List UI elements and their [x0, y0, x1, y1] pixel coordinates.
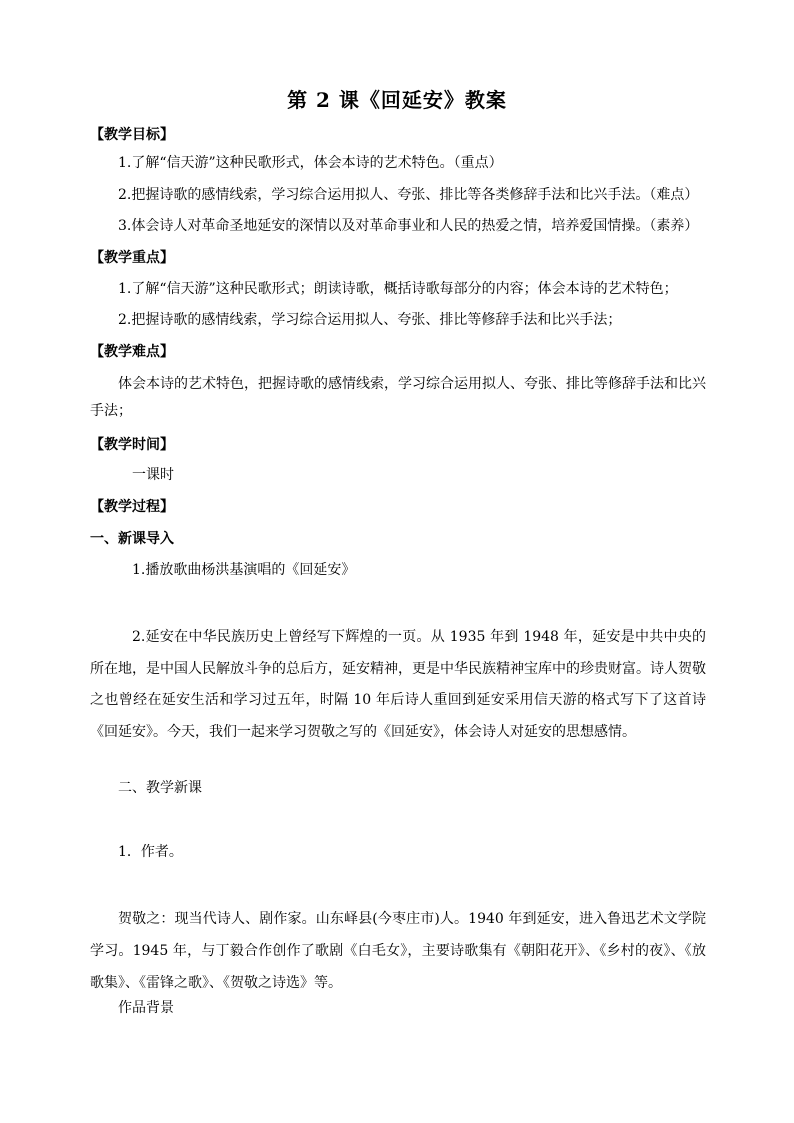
section-1-item-1: 1.播放歌曲杨洪基演唱的《回延安》	[132, 562, 356, 578]
goal-item-3: 3.体会诗人对革命圣地延安的深情以及对革命事业和人民的热爱之情，培养爱国情操。（素养）	[118, 218, 699, 234]
section-1-item-2: 2.延安在中华民族历史上曾经写下辉煌的一页。从 1935 年到 1948 年，延安是中共中央的所在地，是中国人民解放斗争的总后方，延安精神，更是中华民族精神宝库中的珍贵财富。诗人贺敬之也曾经在延安生活和学习过五年，时隔 10 年后诗人重回到延安采用信天游的格式写下了这首诗《回延安》。今天，我们一起来学习贺敬之写的《回延安》，体会诗人对延安的思想感情。	[90, 629, 706, 740]
section-2-item-1: 1．作者。	[118, 844, 183, 860]
section-2-heading: 二、教学新课	[118, 780, 202, 796]
difficulties-heading: 【教学难点】	[90, 344, 174, 360]
section-1-heading: 一、新课导入	[90, 531, 174, 547]
key-points-heading: 【教学重点】	[90, 250, 174, 266]
goals-heading: 【教学目标】	[90, 127, 174, 143]
goal-item-2: 2.把握诗歌的感情线索，学习综合运用拟人、夸张、排比等各类修辞手法和比兴手法。（难点）	[118, 187, 699, 203]
key-point-item-2: 2.把握诗歌的感情线索，学习综合运用拟人、夸张、排比等修辞手法和比兴手法；	[118, 312, 622, 328]
time-text: 一课时	[132, 467, 174, 483]
document-title: 第 2 课《回延安》教案	[287, 88, 507, 112]
background-heading: 作品背景	[118, 1000, 174, 1016]
process-heading: 【教学过程】	[90, 499, 174, 515]
time-heading: 【教学时间】	[90, 437, 174, 453]
author-text: 贺敬之：现当代诗人、剧作家。山东峄县(今枣庄市)人。1940 年到延安，进入鲁迅艺术文学院学习。1945 年，与丁毅合作创作了歌剧《白毛女》，主要诗歌集有《朝阳花开》、《乡村的夜》、《放歌集》、《雷锋之歌》、《贺敬之诗选》等。	[90, 911, 706, 991]
goal-item-1: 1.了解“信天游”这种民歌形式，体会本诗的艺术特色。（重点）	[118, 155, 503, 171]
difficulties-text: 体会本诗的艺术特色，把握诗歌的感情线索，学习综合运用拟人、夸张、排比等修辞手法和比兴手法；	[90, 376, 706, 419]
key-point-item-1: 1.了解“信天游”这种民歌形式；朗读诗歌，概括诗歌每部分的内容；体会本诗的艺术特色；	[118, 281, 678, 297]
